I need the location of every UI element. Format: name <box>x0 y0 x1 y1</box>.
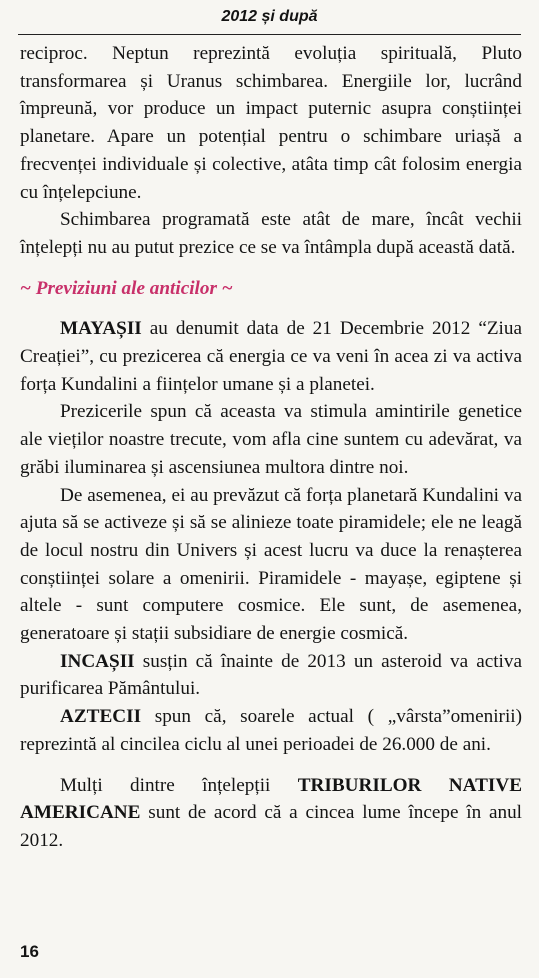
paragraph-schimbarea: Schimbarea programată este atât de mare, încât vechii înțelepți nu au putut prezice ce se va întâmpla după această dată. <box>20 209 522 258</box>
lead-aztecii: AZTECII <box>60 706 142 728</box>
paragraph-mayasii <box>20 315 522 398</box>
text-triburi-a: Mulți dintre înțelepții <box>60 774 298 796</box>
header-rule <box>18 34 521 35</box>
lead-triburi: TRIBURILOR NATIVE AMERICANE <box>20 774 522 824</box>
body-text <box>20 40 522 855</box>
lead-mayasii: MAYAȘII <box>60 318 142 340</box>
paragraph-aztecii <box>20 703 522 758</box>
paragraph-continuation: reciproc. Neptun reprezintă evoluția spirituală, Pluto transformarea și Uranus schimbarea. Energiile lor, lucrând împreună, vor produce un impact puternic asupra conștiinței planetare. Apare un potențial pentru o schimbare uriașă a frecvenței individuale și colective, atâta timp cât folosim energia cu înțelepciune. <box>20 43 522 203</box>
text-triburi-b: sunt de acord că a cincea lume începe în anul 2012. <box>20 802 522 851</box>
text-aztecii: spun că, soarele actual ( „vârsta”omenirii) reprezintă al cincilea ciclu al unei perioadei de 26.000 de ani. <box>20 706 522 755</box>
paragraph-triburi <box>20 772 522 855</box>
paragraph-prezicerile: Prezicerile spun că aceasta va stimula amintirile genetice ale vieților noastre trecute, vom afla cine suntem cu adevărat, va grăbi iluminarea și ascensiunea multora dintre noi. <box>20 401 522 478</box>
running-header: 2012 și după <box>221 8 318 25</box>
page-number: 16 <box>20 942 39 961</box>
paragraph-incasii <box>20 648 522 703</box>
section-heading: ~ Previziuni ale anticilor ~ <box>20 277 233 299</box>
text-incasii: susțin că înainte de 2013 un asteroid va activa purificarea Pământului. <box>20 650 522 700</box>
text-mayasii: au denumit data de 21 Decembrie 2012 “Ziua Creației”, cu prezicerea că energia ce va veni în acea zi va activa forța Kundalini a ființelor umane și a planetei. <box>20 318 522 395</box>
paragraph-piramide: De asemenea, ei au prevăzut că forța planetară Kundalini va ajuta să se activeze și să se alinieze toate piramidele; ele ne leagă de locul nostru din Univers și acest lucru va duce la renașterea conștiinței solare a omenirii. Piramidele - mayașe, egiptene și altele - sunt computere cosmice. Ele sunt, de asemenea, generatoare și stații subsidiare de energie cosmică. <box>20 484 522 645</box>
lead-incasii: INCAȘII <box>60 650 135 672</box>
